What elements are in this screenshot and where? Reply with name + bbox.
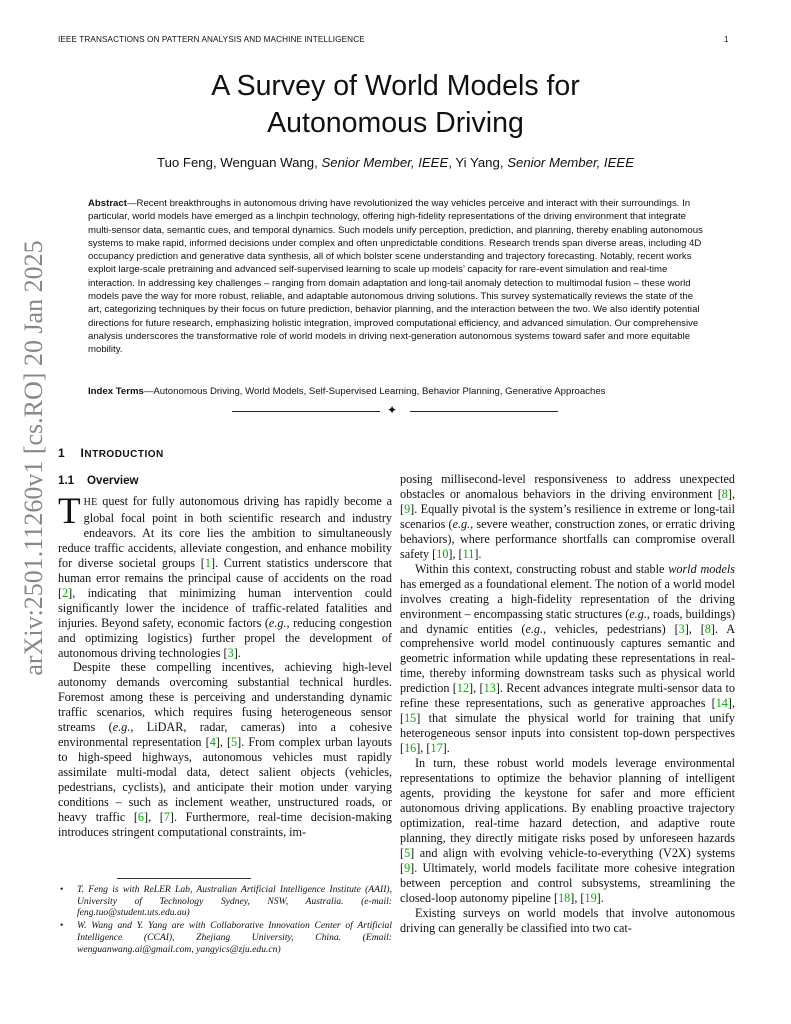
citation-link[interactable]: 9 bbox=[404, 860, 411, 875]
citation-link[interactable]: 17 bbox=[430, 741, 443, 756]
citation-link[interactable]: 3 bbox=[678, 621, 685, 636]
citation-link[interactable]: 10 bbox=[436, 546, 449, 561]
index-terms: Index Terms—Autonomous Driving, World Models, Self-Supervised Learning, Behavior Planning, Generative Approaches bbox=[88, 386, 606, 397]
divider-line bbox=[410, 411, 558, 412]
section-title-initial: I bbox=[80, 446, 85, 460]
drop-cap: T bbox=[58, 491, 81, 532]
section-title-rest: NTRODUCTION bbox=[84, 449, 164, 460]
subsection-title: Overview bbox=[87, 474, 139, 487]
author-list: Tuo Feng, Wenguan Wang, Senior Member, IEEE, Yi Yang, Senior Member, IEEE bbox=[157, 155, 634, 170]
divider-line bbox=[232, 411, 380, 412]
citation-link[interactable]: 3 bbox=[227, 645, 234, 660]
running-head: IEEE TRANSACTIONS ON PATTERN ANALYSIS AND MACHINE INTELLIGENCE bbox=[58, 35, 365, 44]
citation-link[interactable]: 16 bbox=[404, 741, 417, 756]
citation-link[interactable]: 6 bbox=[137, 810, 145, 825]
arxiv-stamp: arXiv:2501.11260v1 [cs.RO] 20 Jan 2025 bbox=[19, 240, 48, 676]
footnote bbox=[58, 920, 392, 955]
footnotes bbox=[58, 884, 392, 956]
left-column bbox=[58, 491, 393, 840]
right-column bbox=[400, 472, 735, 936]
small-caps-lead: HE bbox=[83, 497, 98, 508]
abstract-label: Abstract bbox=[88, 198, 127, 209]
footnote-text: W. Wang and Y. Yang are with Collaborative Innovation Center of Artificial Intelligence (CCAI), Zhejiang University, China. (Email: wenguanwang.ai@gmail.com, yangyics@zju.edu.cn) bbox=[77, 920, 392, 955]
paragraph: Despite these compelling incentives, achieving high-level autonomy demands overcoming substantial technical hurdles. Foremost among these is perceiving and understanding dynamic traffic scenarios, which requires fusing heterogeneous sensor streams (e.g., LiDAR, radar, cameras) into a cohesive environmental representation [4], [5]. From complex urban layouts to high-speed highways, autonomous vehicles must rapidly assimilate multi-modal data, detect salient objects (vehicles, pedestrians, cyclists), and anticipate their motion under varying conditions – such as inclement weather, unstructured roads, or heavy traffic [6], [7]. Furthermore, real-time decision-making introduces stringent computational constraints, im- bbox=[58, 660, 393, 839]
section-heading bbox=[58, 446, 164, 460]
italic-text: e.g. bbox=[525, 621, 544, 636]
citation-link[interactable]: 11 bbox=[462, 546, 475, 561]
footnote-text: T. Feng is with ReLER Lab, Australian Artificial Intelligence Institute (AAII), University of Technology Sydney, NSW, Australia. (e-mail: feng.tuo@student.uts.edu.au) bbox=[77, 884, 392, 919]
author-name: Yi Yang bbox=[455, 155, 500, 170]
citation-link[interactable]: 15 bbox=[404, 711, 417, 726]
citation-link[interactable]: 19 bbox=[584, 890, 597, 905]
author-name: Wenguan Wang bbox=[220, 155, 315, 170]
subsection-number: 1.1 bbox=[58, 474, 75, 487]
citation-link[interactable]: 4 bbox=[209, 735, 216, 750]
footnote bbox=[58, 884, 392, 919]
author-role: Senior Member, IEEE bbox=[507, 155, 634, 170]
bullet-icon: • bbox=[60, 920, 64, 932]
abstract-text: Recent breakthroughs in autonomous driving have revolutionized the way vehicles perceive and interact with their surroundings. In particular, world models have emerged as a linchpin technology, offering high-fidelity representations of the driving environment that integrate multi-sensor data, semantic cues, and temporal dynamics. Such models unify perception, prediction, and planning, thereby enabling autonomous systems to make rapid, informed decisions under complex and often unpredictable conditions. Research trends span diverse areas, including 4D occupancy prediction and generative data synthesis, all of which bolster scene understanding and trajectory forecasting. Notably, recent works exploit large-scale pretraining and advanced self-supervised learning to scale up models’ capacity for rare-event simulation and real-time interaction. In addressing key challenges – ranging from domain adaptation and long-tail anomaly detection to multimodal fusion – these world models pave the way for more robust, reliable, and adaptable autonomous driving solutions. This survey systematically reviews the state of the art, categorizing techniques by their focus on future prediction, behavior planning, and the interaction between the two. We also identify potential directions for future research, emphasizing holistic integration, improved computational efficiency, and advanced simulation. Our comprehensive analysis underscores the transformative role of world models in driving next-generation autonomous systems toward safer and more equitable mobility. bbox=[88, 198, 703, 356]
citation-link[interactable]: 18 bbox=[558, 890, 571, 905]
citation-link[interactable]: 13 bbox=[483, 681, 496, 696]
abstract: Abstract—Recent breakthroughs in autonomous driving have revolutionized the way vehicles perceive and interact with their surroundings. In particular, world models have emerged as a linchpin technology, offering high-fidelity representations of the driving environment that integrate multi-sensor data, semantic cues, and temporal dynamics. Such models unify perception, prediction, and planning, thereby enabling autonomous systems to make rapid, informed decisions under complex and often unpredictable conditions. Research trends span diverse areas, including 4D occupancy prediction and generative data synthesis, all of which bolster scene understanding and trajectory forecasting. Notably, recent works exploit large-scale pretraining and advanced self-supervised learning to scale up models’ capacity for rare-event simulation and real-time interaction. In addressing key challenges – ranging from domain adaptation and long-tail anomaly detection to multimodal fusion – these world models pave the way for more robust, reliable, and adaptable autonomous driving solutions. This survey systematically reviews the state of the art, categorizing techniques by their focus on future prediction, behavior planning, and the interaction between the two. We also identify potential directions for future research, emphasizing holistic integration, improved computational efficiency, and advanced simulation. Our comprehensive analysis underscores the transformative role of world models in driving next-generation autonomous systems toward safer and more equitable mobility. bbox=[88, 198, 703, 356]
citation-link[interactable]: 8 bbox=[704, 621, 711, 636]
index-terms-label: Index Terms bbox=[88, 386, 144, 397]
citation-link[interactable]: 12 bbox=[456, 681, 470, 696]
citation-link[interactable]: 14 bbox=[715, 696, 728, 711]
section-divider bbox=[232, 405, 558, 419]
citation-link[interactable]: 1 bbox=[204, 555, 211, 570]
italic-text: e.g. bbox=[112, 720, 131, 735]
paragraph: Within this context, constructing robust and stable world models has emerged as a foundational element. The notion of a world model involves creating a high-fidelity representation of the driving environment – encompassing static structures (e.g., roads, buildings) and dynamic entities (e.g., vehicles, pedestrians) [3], [8]. A comprehensive world model continuously captures semantic and geometric information while updating these representations in real-time, thereby informing downstream tasks such as physical world prediction [12], [13]. Recent advances integrate multi-sensor data to refine these representations, such as generative approaches [14], [15] that simulate the physical world for training that unify heterogeneous sensor inputs into consistent top-down perspectives [16], [17]. bbox=[400, 561, 736, 756]
citation-link[interactable]: 2 bbox=[62, 585, 69, 600]
citation-link[interactable]: 5 bbox=[404, 845, 411, 860]
paragraph: THE quest for fully autonomous driving has rapidly become a global focal point in both scientific research and industry endeavors. At its core lies the ambition to simultaneously reduce traffic accidents, alleviate congestion, and enhance mobility for diverse societal groups [1]. Current statistics underscore that human error remains the principal cause of accidents on the road [2], indicating that minimizing human intervention could significantly lower the incidence of traffic-related fatalities and injuries. Beyond safety, economic factors (e.g., reducing congestion and optimizing logistics) further propel the development of autonomous driving technologies [3]. bbox=[58, 491, 392, 660]
italic-text: e.g. bbox=[452, 516, 471, 531]
citation-link[interactable]: 7 bbox=[163, 810, 170, 825]
citation-link[interactable]: 8 bbox=[721, 486, 728, 501]
title-line-2: Autonomous Driving bbox=[267, 107, 524, 139]
bullet-icon: • bbox=[60, 884, 64, 895]
page-number: 1 bbox=[724, 35, 729, 44]
section-number: 1 bbox=[58, 446, 66, 460]
citation-link[interactable]: 5 bbox=[231, 735, 238, 750]
index-terms-text: Autonomous Driving, World Models, Self-Supervised Learning, Behavior Planning, Generative Approaches bbox=[153, 386, 606, 397]
italic-text: e.g. bbox=[268, 615, 287, 630]
diamond-star-icon: ✦ bbox=[387, 403, 398, 417]
paragraph: In turn, these robust world models leverage environmental representations to optimize the behavior planning of intelligent agents, providing the keystone for safer and more efficient autonomous driving applications. By enabling proactive trajectory optimization, real-time hazard detection, and adaptive route planning, they directly mitigate risks posed by unforeseen hazards [5] and align with evolving vehicle-to-everything (V2X) systems [9]. Ultimately, world models facilitate more cohesive integration between perception and control subsystems, streamlining the closed-loop autonomy pipeline [18], [19]. bbox=[400, 756, 735, 905]
footnote-rule bbox=[117, 878, 251, 879]
citation-link[interactable]: 9 bbox=[404, 501, 411, 516]
italic-text: world models bbox=[668, 561, 735, 576]
subsection-heading bbox=[58, 474, 139, 487]
italic-text: e.g. bbox=[629, 606, 647, 621]
author-role: Senior Member, IEEE bbox=[321, 155, 449, 170]
paper-title bbox=[0, 68, 791, 142]
title-line-1: A Survey of World Models for bbox=[211, 70, 580, 102]
author-name: Tuo Feng bbox=[157, 155, 213, 170]
paragraph: posing millisecond-level responsiveness to address unexpected obstacles or anomalous behaviors in the driving environment [8], [9]. Equally pivotal is the system’s resilience in extreme or long-tail scenarios (e.g., severe weather, construction zones, or erratic driving behaviors), where performance shortfalls can compromise overall safety [10], [11]. bbox=[400, 472, 735, 561]
paragraph: Existing surveys on world models that involve autonomous driving can generally be classified into two cat- bbox=[400, 905, 735, 935]
